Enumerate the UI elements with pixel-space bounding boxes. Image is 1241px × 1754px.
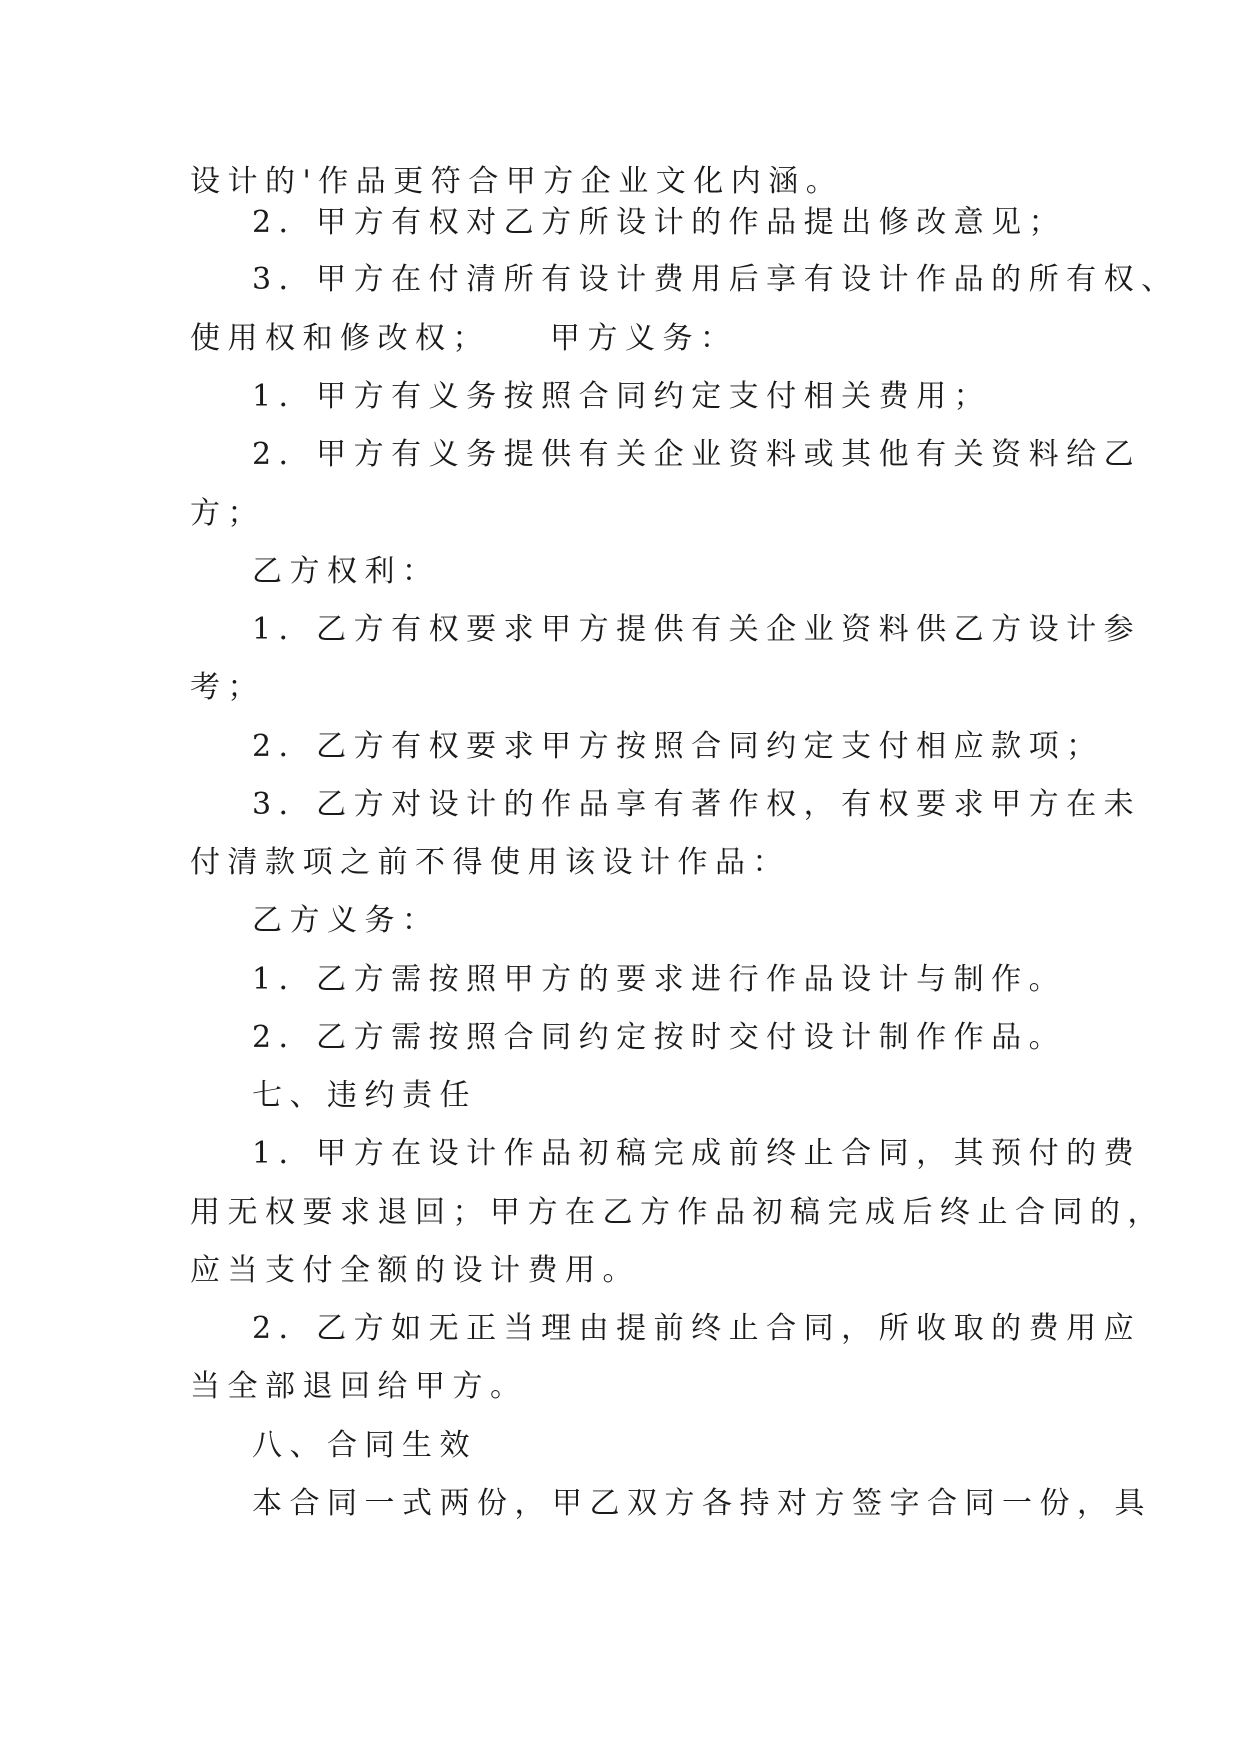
text-line-11: 2．乙方有权要求甲方按照合同约定支付相应款项；	[252, 729, 1104, 764]
text-line-17: 七、违约责任	[252, 1078, 477, 1113]
text-line-2: 2．甲方有权对乙方所设计的作品提出修改意见；	[252, 205, 1067, 240]
text-line-23: 八、合同生效	[252, 1428, 477, 1463]
text-line-24: 本合同一式两份，甲乙双方各持对方签字合同一份，具	[252, 1486, 1152, 1521]
text-line-19: 用无权要求退回；甲方在乙方作品初稿完成后终止合同的，	[190, 1195, 1165, 1230]
text-line-5: 1．甲方有义务按照合同约定支付相关费用；	[252, 379, 992, 414]
text-line-20: 应当支付全额的设计费用。	[190, 1253, 640, 1288]
text-line-21: 2．乙方如无正当理由提前终止合同，所收取的费用应	[252, 1311, 1142, 1346]
text-line-15: 1．乙方需按照甲方的要求进行作品设计与制作。	[252, 962, 1067, 997]
text-line-7: 方；	[190, 496, 265, 531]
text-line-8: 乙方权利：	[252, 554, 440, 589]
text-line-4: 使用权和修改权； 甲方义务：	[190, 321, 738, 356]
text-line-12: 3．乙方对设计的作品享有著作权，有权要求甲方在未	[252, 787, 1142, 822]
text-line-10: 考；	[190, 670, 265, 705]
text-line-22: 当全部退回给甲方。	[190, 1369, 528, 1404]
text-line-3: 3．甲方在付清所有设计费用后享有设计作品的所有权、	[252, 262, 1179, 297]
text-line-6: 2．甲方有义务提供有关企业资料或其他有关资料给乙	[252, 437, 1142, 472]
text-line-18: 1．甲方在设计作品初稿完成前终止合同，其预付的费	[252, 1136, 1142, 1171]
text-line-16: 2．乙方需按照合同约定按时交付设计制作作品。	[252, 1020, 1067, 1055]
text-line-13: 付清款项之前不得使用该设计作品：	[190, 845, 790, 880]
text-line-1: 设计的'作品更符合甲方企业文化内涵。	[190, 164, 844, 199]
text-line-9: 1．乙方有权要求甲方提供有关企业资料供乙方设计参	[252, 612, 1142, 647]
text-line-14: 乙方义务：	[252, 903, 440, 938]
